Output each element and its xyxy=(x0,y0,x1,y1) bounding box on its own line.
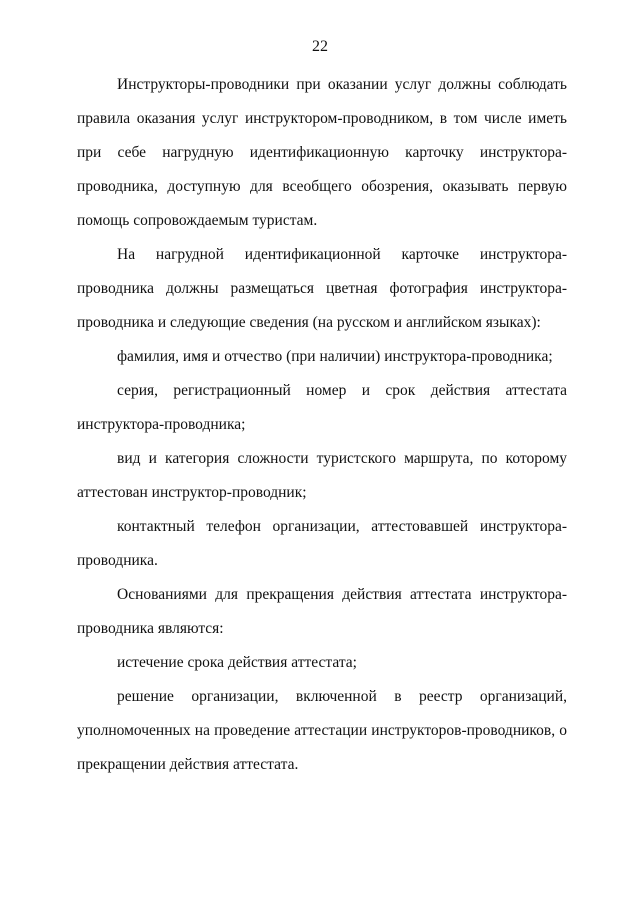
paragraph-termination-decision: решение организации, включенной в реестр организаций, уполномоченных на проведение аттестации инструкторов-проводников, о прекращении действия аттестата. xyxy=(77,688,567,773)
paragraph-instructor-duties: Инструкторы-проводники при оказании услуг должны соблюдать правила оказания услуг инструктором-проводником, в том числе иметь при себе нагрудную идентификационную карточку инструктора-проводника, доступную для всеобщего обозрения, оказывать первую помощь сопровождаемым туристам. xyxy=(77,76,567,229)
paragraph-badge-certificate: серия, регистрационный номер и срок действия аттестата инструктора-проводника; xyxy=(77,382,567,433)
paragraph-badge-contents: На нагрудной идентификационной карточке инструктора-проводника должны размещаться цветная фотография инструктора-проводника и следующие сведения (на русском и английском языках): xyxy=(77,246,567,331)
paragraph-termination-grounds: Основаниями для прекращения действия аттестата инструктора-проводника являются: xyxy=(77,586,567,637)
paragraph-badge-route: вид и категория сложности туристского маршрута, по которому аттестован инструктор-проводник; xyxy=(77,450,567,501)
paragraph-badge-phone: контактный телефон организации, аттестовавшей инструктора-проводника. xyxy=(77,518,567,569)
paragraph-badge-name: фамилия, имя и отчество (при наличии) инструктора-проводника; xyxy=(117,348,553,365)
paragraph-termination-expiry: истечение срока действия аттестата; xyxy=(117,654,357,671)
page-number: 22 xyxy=(312,38,328,55)
document-body xyxy=(77,68,567,782)
